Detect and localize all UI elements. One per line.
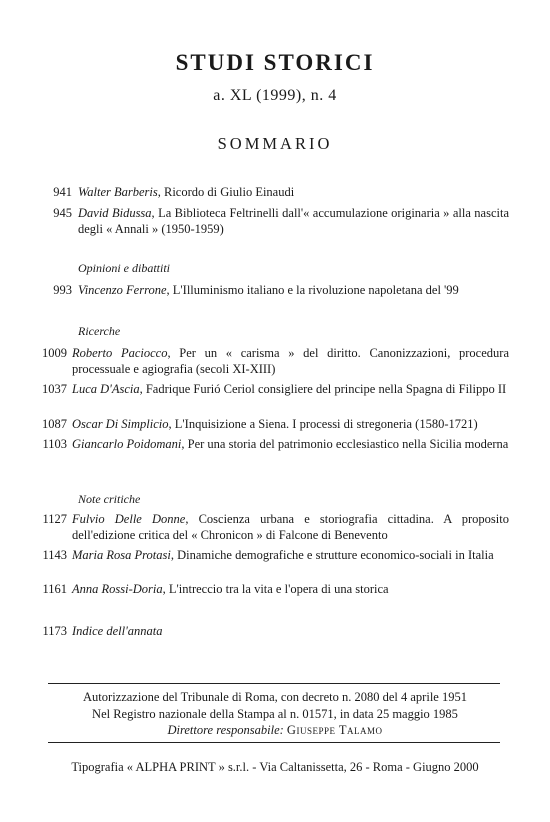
entry-title: , La Biblioteca Feltrinelli dall'« accumulazione originaria » alla nascita degli « Annali » (1950-1959) (78, 206, 509, 236)
entry-title: , Fadrique Furió Ceriol consigliere del principe nella Spagna di Filippo II (139, 382, 507, 396)
director-role: Direttore responsabile: (167, 723, 284, 737)
entry-text (72, 345, 509, 377)
page-number: 1103 (42, 437, 67, 451)
page-number: 1173 (42, 624, 67, 638)
imprint-line-1: Autorizzazione del Tribunale di Roma, con decreto n. 2080 del 4 aprile 1951 (83, 690, 467, 704)
entry-text (72, 511, 509, 543)
printer-info: Tipografia « ALPHA PRINT » s.r.l. - Via Caltanissetta, 26 - Roma - Giugno 2000 (71, 760, 479, 774)
entry-title: , L'Inquisizione a Siena. I processi di stregoneria (1580-1721) (168, 417, 478, 431)
entry-title: , L'intreccio tra la vita e l'opera di una storica (162, 582, 389, 596)
page-number: 1127 (42, 512, 67, 526)
page-number: 1009 (42, 346, 67, 360)
imprint-line-2: Nel Registro nazionale della Stampa al n. 01571, in data 25 maggio 1985 (92, 707, 458, 721)
entry-author: Luca D'Ascia (72, 382, 140, 396)
director-name: Giuseppe Talamo (286, 723, 383, 737)
entry-title: , Per una storia del patrimonio ecclesiastico nella Sicilia moderna (181, 437, 509, 451)
entry-title: , L'Illuminismo italiano e la rivoluzione napoletana del '99 (166, 283, 459, 297)
entry-author: Fulvio Delle Donne (72, 512, 186, 526)
entry-text (72, 381, 509, 397)
entry-text (78, 184, 509, 200)
page-number: 1037 (42, 382, 67, 396)
page-number: 941 (53, 185, 72, 199)
entry-author: Oscar Di Simplicio (72, 417, 169, 431)
page-number: 993 (53, 283, 72, 297)
entry-text (78, 282, 509, 298)
top-rule (48, 683, 500, 684)
journal-title: STUDI STORICI (175, 50, 375, 75)
entry-text (72, 623, 509, 639)
entry-text (72, 436, 509, 452)
entry-author: Roberto Paciocco (72, 346, 168, 360)
entry-title: , Coscienza urbana e storiografia cittadina. A proposito dell'edizione critica del « Chronicon » di Falcone di Benevento (72, 512, 509, 542)
entry-text (72, 547, 509, 563)
section-heading: Ricerche (78, 324, 121, 338)
page-number: 1143 (42, 548, 67, 562)
entry-author: Giancarlo Poidomani (72, 437, 182, 451)
entry-author: Anna Rossi-Doria (72, 582, 163, 596)
page-number: 1161 (42, 582, 67, 596)
section-heading: Note critiche (78, 492, 141, 506)
entry-title: , Ricordo di Giulio Einaudi (157, 185, 295, 199)
entry-text (72, 416, 509, 432)
entry-author: Maria Rosa Protasi (72, 548, 171, 562)
entry-title: , Dinamiche demografiche e strutture economico-sociali in Italia (170, 548, 494, 562)
entry-title: , Per un « carisma » del diritto. Canonizzazioni, procedura processuale e agiografia (secoli XI-XIII) (72, 346, 509, 376)
entry-author: David Bidussa (78, 206, 152, 220)
issue-info: a. XL (1999), n. 4 (213, 87, 337, 104)
entry-text (72, 581, 509, 597)
entry-author: Walter Barberis (78, 185, 158, 199)
index-title: Indice dell'annata (72, 624, 163, 638)
imprint-director (0, 722, 550, 739)
entry-author: Vincenzo Ferrone (78, 283, 167, 297)
section-heading: Opinioni e dibattiti (78, 261, 170, 275)
page-number: 1087 (42, 417, 67, 431)
bottom-rule (48, 742, 500, 743)
page-number: 945 (53, 206, 72, 220)
entry-text (78, 205, 509, 237)
contents-heading: SOMMARIO (217, 134, 333, 153)
